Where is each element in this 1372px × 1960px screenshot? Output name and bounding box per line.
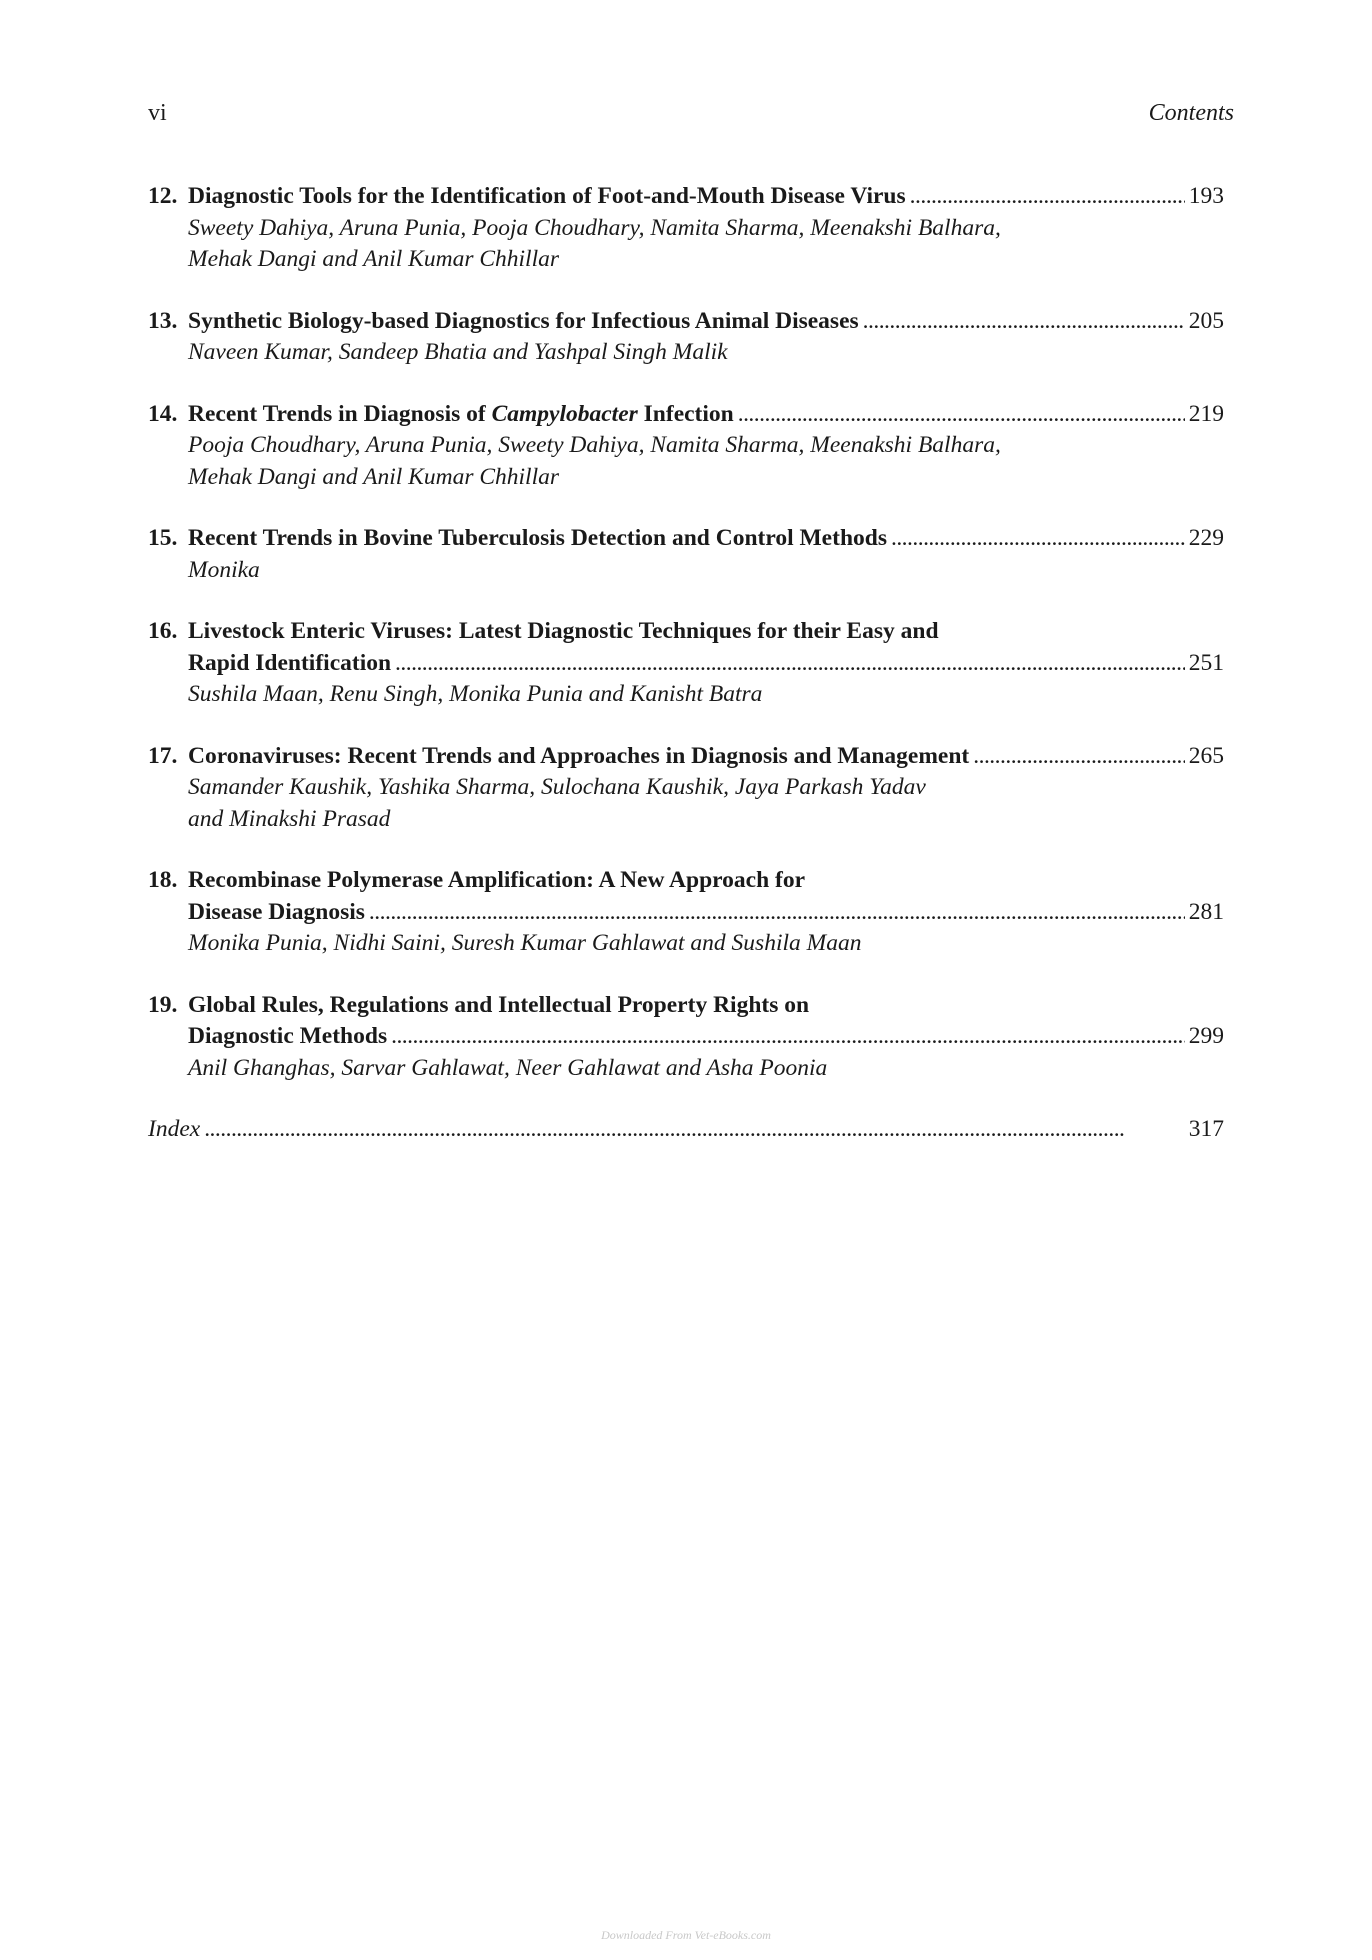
toc-entry-title: Diagnostic Tools for the Identification of Foot-and-Mouth Disease Virus bbox=[188, 183, 906, 209]
toc-page-number: 265 bbox=[1188, 742, 1224, 769]
toc-entry-authors: Monika Punia, Nidhi Saini, Suresh Kumar Gahlawat and Sushila Maan bbox=[188, 930, 862, 956]
dot-leader bbox=[391, 1021, 1185, 1053]
toc-entry[interactable] bbox=[148, 523, 1224, 586]
toc-entry-title-cell bbox=[188, 306, 1189, 338]
toc-entry-title-line1: Recombinase Polymerase Amplification: A New Approach for bbox=[188, 867, 806, 893]
toc-page-number: 281 bbox=[1188, 898, 1224, 925]
dot-leader bbox=[863, 306, 1185, 338]
toc-entry-authors: Anil Ghanghas, Sarvar Gahlawat, Neer Gahlawat and Asha Poonia bbox=[188, 1054, 828, 1081]
running-head bbox=[148, 97, 1234, 129]
toc-page-number: 205 bbox=[1188, 307, 1224, 334]
toc-entry-title-part: Campylobacter bbox=[491, 400, 638, 427]
toc-entry-title-cell bbox=[188, 648, 1189, 680]
toc-entry-authors: Mehak Dangi and Anil Kumar Chhillar bbox=[188, 246, 559, 272]
toc-entry-title-part: Infection bbox=[637, 400, 734, 427]
toc-entry-title: Diagnostic Methods bbox=[188, 1023, 388, 1049]
dot-leader bbox=[738, 399, 1185, 431]
toc-entry-index[interactable] bbox=[148, 1114, 1224, 1146]
toc-page-number: 251 bbox=[1188, 649, 1224, 676]
toc-entry-number: 17. bbox=[148, 742, 178, 769]
toc-entry[interactable] bbox=[148, 865, 1224, 960]
toc-entry-number: 19. bbox=[148, 991, 178, 1018]
dot-leader bbox=[395, 648, 1185, 680]
toc-entry[interactable] bbox=[148, 399, 1224, 494]
toc-page-number: 193 bbox=[1188, 183, 1224, 209]
toc-entry-authors: Sushila Maan, Renu Singh, Monika Punia and Kanisht Batra bbox=[188, 681, 763, 707]
toc-page-number: 229 bbox=[1188, 525, 1224, 551]
toc-entry-title-cell bbox=[188, 1021, 1189, 1053]
table-of-contents bbox=[148, 181, 1224, 1176]
dot-leader bbox=[204, 1114, 1185, 1146]
dot-leader bbox=[973, 741, 1185, 773]
toc-entry-number: 13. bbox=[148, 307, 178, 334]
toc-entry-authors: Pooja Choudhary, Aruna Punia, Sweety Dahiya, Namita Sharma, Meenakshi Balhara, bbox=[188, 432, 1001, 458]
toc-entry[interactable] bbox=[148, 306, 1224, 369]
toc-entry-authors: Naveen Kumar, Sandeep Bhatia and Yashpal Singh Malik bbox=[188, 339, 728, 365]
toc-entries bbox=[148, 181, 1224, 1084]
dot-leader bbox=[910, 181, 1185, 213]
toc-entry-number: 14. bbox=[148, 400, 178, 427]
toc-entry-title-cell bbox=[188, 523, 1189, 555]
toc-entry-title: Coronaviruses: Recent Trends and Approaches in Diagnosis and Management bbox=[188, 742, 970, 769]
toc-entry-title-line1: Livestock Enteric Viruses: Latest Diagnostic Techniques for their Easy and bbox=[188, 618, 939, 644]
toc-entry-title: Recent Trends in Bovine Tuberculosis Detection and Control Methods bbox=[188, 525, 887, 551]
toc-entry-title-cell bbox=[188, 741, 1189, 773]
page-number: vi bbox=[148, 100, 167, 126]
toc-entry-title-cell bbox=[188, 399, 1189, 431]
toc-page-number: 299 bbox=[1188, 1023, 1224, 1049]
toc-entry[interactable] bbox=[148, 741, 1224, 836]
toc-entry-title-cell bbox=[188, 181, 1189, 213]
toc-page-number: 317 bbox=[1188, 1116, 1224, 1142]
dot-leader bbox=[369, 897, 1185, 929]
toc-entry-authors: Samander Kaushik, Yashika Sharma, Sulochana Kaushik, Jaya Parkash Yadav bbox=[188, 774, 926, 800]
dot-leader bbox=[891, 523, 1185, 555]
toc-entry-number: 16. bbox=[148, 618, 178, 644]
toc-entry-number: 15. bbox=[148, 525, 178, 551]
toc-page-number: 219 bbox=[1188, 400, 1224, 427]
toc-entry-authors: Sweety Dahiya, Aruna Punia, Pooja Choudhary, Namita Sharma, Meenakshi Balhara, bbox=[188, 214, 1001, 241]
toc-entry[interactable] bbox=[148, 616, 1224, 711]
toc-entry-title-line1: Global Rules, Regulations and Intellectual Property Rights on bbox=[188, 991, 810, 1018]
toc-entry-title: Synthetic Biology-based Diagnostics for Infectious Animal Diseases bbox=[188, 307, 859, 334]
toc-entry-authors: Mehak Dangi and Anil Kumar Chhillar bbox=[188, 463, 559, 490]
toc-entry-title: Rapid Identification bbox=[188, 649, 392, 676]
toc-entry-title-part: Recent Trends in Diagnosis of bbox=[188, 400, 492, 427]
toc-entry-number: 12. bbox=[148, 183, 178, 209]
toc-entry-authors: and Minakshi Prasad bbox=[188, 805, 391, 832]
toc-entry-number: 18. bbox=[148, 867, 178, 893]
toc-entry-title bbox=[188, 399, 734, 431]
toc-entry[interactable] bbox=[148, 990, 1224, 1085]
toc-entry[interactable] bbox=[148, 181, 1224, 276]
running-head-section: Contents bbox=[1148, 100, 1234, 126]
toc-entry-title-cell bbox=[188, 897, 1189, 929]
toc-entry-authors: Monika bbox=[188, 556, 260, 583]
toc-entry-title: Disease Diagnosis bbox=[188, 898, 365, 925]
toc-index-label: Index bbox=[148, 1116, 201, 1142]
footer-watermark: Downloaded From Vet-eBooks.com bbox=[601, 1928, 771, 1942]
